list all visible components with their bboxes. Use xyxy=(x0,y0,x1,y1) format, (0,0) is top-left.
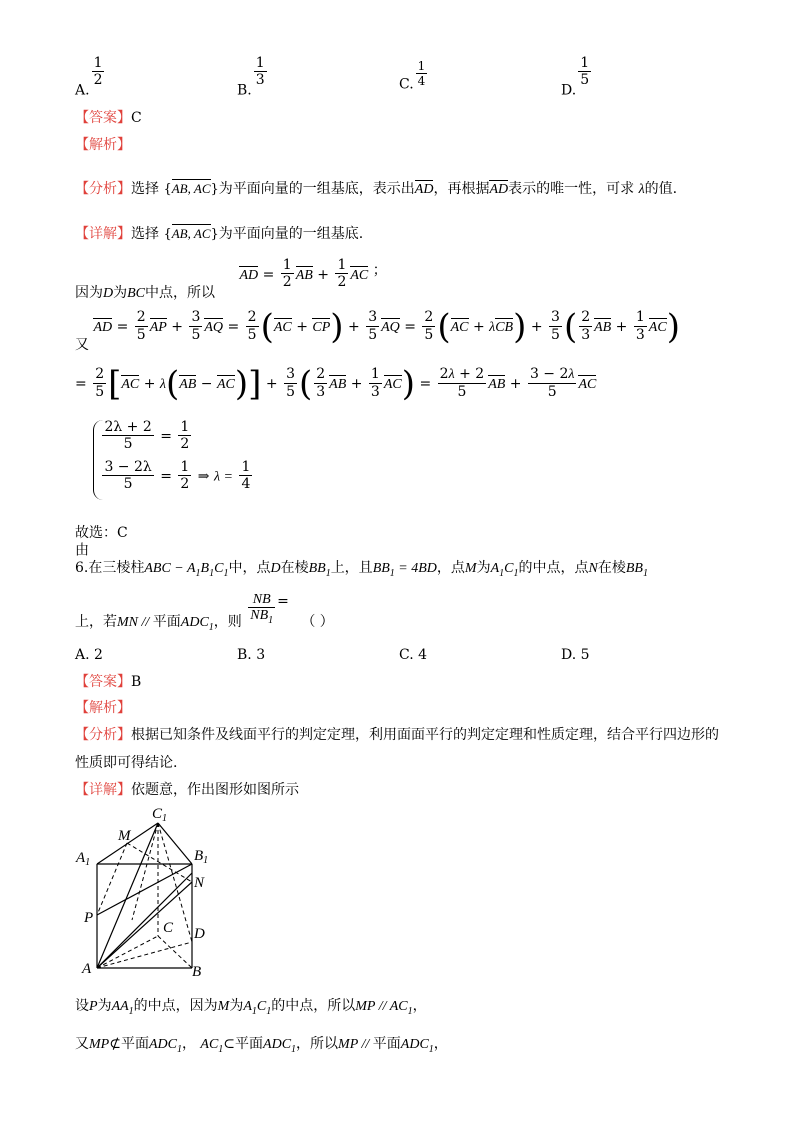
xiangjie-label: 【详解】 xyxy=(75,782,131,798)
text: 因为 xyxy=(75,284,103,301)
vector-equation-line-1: 又 AD = $\frac{2}{5}$ AP + $\frac{3}{5}$ AQ = $\frac{2}{5}$ (AC + CP) + $\frac{3}{5}$ AQ = $\frac{2}{5}$ (AC + λCB) + $\frac{3}{5}$ ( $\frac{2}{3}$ AB + $\frac{1}{3}$ AC) xyxy=(75,307,680,353)
fenxi-label: 【分析】 xyxy=(75,181,131,197)
option-d xyxy=(561,56,593,98)
analysis-line xyxy=(75,178,677,198)
lambda-symbol: λ xyxy=(638,182,645,197)
text: 平面 xyxy=(120,1036,149,1052)
label-c: C xyxy=(163,920,174,936)
option-b: B. 3 xyxy=(237,647,266,663)
detail-line xyxy=(75,223,363,243)
edge-c1-b1 xyxy=(158,823,192,864)
vector-ad: AD xyxy=(414,182,434,197)
q6-proof-line-2: 又MP⊄平面$ADC_1$， $AC_1\subset$平面$ADC_1$，所以MP // 平面$ADC_1$， xyxy=(75,1036,448,1055)
choose-line: 故选：C xyxy=(75,525,128,541)
text: 选择 xyxy=(131,226,159,242)
subset-symbol: ⊂ xyxy=(223,1036,236,1052)
option-letter: C. xyxy=(399,76,414,93)
text: 的中点，所以 xyxy=(271,998,356,1014)
detail-line xyxy=(75,779,299,799)
text: 根据已知条件及线面平行的判定定理，利用面面平行的判定定理和性质定理，结合平行四边形的 xyxy=(131,727,719,743)
label-b1: $B_1$ xyxy=(194,848,209,866)
xiangjie-label: 【详解】 xyxy=(75,226,131,242)
segment-bc: BC xyxy=(127,285,146,301)
text: = xyxy=(75,376,87,392)
question-6-line-2: 上，若MN // 平面$ADC_1$，则 $\frac{NB}{NB_1}$ = （ ） xyxy=(75,592,334,633)
label-n: N xyxy=(194,875,205,891)
text: 为 xyxy=(113,284,128,301)
option-b xyxy=(237,56,269,98)
text: ，所以 xyxy=(296,1036,339,1052)
implies-arrow: ⇒ xyxy=(197,468,210,485)
answer-line xyxy=(75,107,142,127)
vector-equation-line-2: = $\frac{2}{5}$ [AC + λ(AB − AC)] + $\frac{3}{5}$ ( $\frac{2}{3}$ AB + $\frac{1}{3}$ AC) = $\frac{2\lambda + 2}{5}$ AB + $\frac{3 - 2\lambda}{5}$ AC xyxy=(75,364,597,404)
text: 为平面向量的一组基底. xyxy=(218,226,364,242)
ratio-fraction: $\frac{NB}{NB_1}$ xyxy=(250,592,274,627)
text: 为平面向量的一组基底，表示出 xyxy=(218,181,415,197)
text: 上，若 xyxy=(75,613,117,630)
text: 又 xyxy=(75,337,89,353)
option-c: C. 4 xyxy=(399,647,428,663)
vector-ad: AD xyxy=(489,182,509,197)
option-fraction: $\frac{1}{3}$ xyxy=(255,55,265,89)
analysis-line-2: 性质即可得结论. xyxy=(75,755,178,771)
point-d: D xyxy=(103,285,114,301)
point-p: P xyxy=(89,999,98,1014)
edge-c-b xyxy=(158,936,192,968)
text: 为 xyxy=(476,560,491,576)
basis-set: {AB, AC} xyxy=(163,181,219,197)
text: 又 xyxy=(75,1036,89,1052)
analysis-label: 【解析】 xyxy=(75,700,131,716)
analysis-label: 【解析】 xyxy=(75,137,131,153)
answer-line xyxy=(75,671,141,691)
text: 设 xyxy=(75,998,89,1014)
option-c xyxy=(399,60,429,92)
text: 平面 xyxy=(235,1036,264,1052)
fenxi-label: 【分析】 xyxy=(75,727,131,743)
label-b: B xyxy=(192,964,202,980)
q6-proof-line-1: 设P为$AA_1$的中点，因为M为$A_1C_1$的中点，所以MP // $AC_1$， xyxy=(75,998,427,1017)
label-p: P xyxy=(84,910,94,926)
text: ； xyxy=(372,262,387,279)
equation-system: 由 $\frac{2\lambda + 2}{5}$ = $\frac{1}{2}$ $\frac{3 - 2\lambda}{5}$ = $\frac{1}{2}$ ⇒ λ = $\frac{1}{4}$ xyxy=(75,420,254,560)
not-subset-symbol: ⊄ xyxy=(109,1036,121,1052)
text: ， xyxy=(412,998,427,1014)
option-fraction: $\frac{1}{5}$ xyxy=(580,55,590,89)
text: 选择 xyxy=(131,181,159,197)
text: ，点 xyxy=(436,560,465,576)
label-a1: $A_1$ xyxy=(76,850,91,868)
text: 的值. xyxy=(644,181,678,197)
text: 上，且 xyxy=(330,560,373,576)
text: 在三棱柱 xyxy=(88,560,145,576)
option-letter: B. xyxy=(237,82,252,99)
segment-m-n xyxy=(127,843,192,882)
text: 的中点，点 xyxy=(518,560,589,576)
text: ，则 xyxy=(213,613,242,630)
text: = xyxy=(277,593,289,610)
parallel-relation: MN // xyxy=(117,614,153,630)
option-fraction: $\frac{1}{4}$ xyxy=(417,59,426,89)
option-letter: A. xyxy=(75,82,90,99)
question-number: 6. xyxy=(75,560,89,576)
question-6-line-1: 6.在三棱柱ABC − $A_1B_1C_1$中，点D在棱$BB_1$上，且$BB_1 = 4BD$，点M为$A_1C_1$的中点，点N在棱$BB_1$ xyxy=(75,560,648,579)
text: 平面 xyxy=(152,613,181,630)
text: 在棱 xyxy=(280,560,309,576)
point-d: D xyxy=(270,561,281,576)
text: 为 xyxy=(229,998,244,1014)
option-letter: D. xyxy=(561,82,577,99)
label-a: A xyxy=(82,961,92,977)
text: 的中点，因为 xyxy=(133,998,218,1014)
basis-set: {AB, AC} xyxy=(163,226,219,242)
option-a xyxy=(75,56,106,98)
text: 表示的唯一性，可求 xyxy=(508,181,635,197)
text: ， xyxy=(181,1036,196,1052)
text: 在棱 xyxy=(597,560,626,576)
text: 依题意，作出图形如图所示 xyxy=(131,782,299,798)
because-line xyxy=(75,258,387,302)
text: 中，点 xyxy=(228,560,271,576)
text: ， xyxy=(433,1036,448,1052)
point-m: M xyxy=(464,561,477,576)
text: ，再根据 xyxy=(433,181,490,197)
point-n: N xyxy=(588,561,598,576)
text: 为 xyxy=(97,998,112,1014)
text: 中点，所以 xyxy=(145,284,216,301)
label-d: D xyxy=(194,926,205,942)
text: 由 xyxy=(75,542,89,559)
label-m: M xyxy=(118,828,131,844)
segment-a-b1-inner xyxy=(97,873,192,968)
option-d: D. 5 xyxy=(561,647,590,663)
midpoint-formula: AD = $\frac{1}{2}$ AB + $\frac{1}{2}$ AC xyxy=(239,257,369,291)
answer-paren: （ ） xyxy=(301,613,334,630)
answer-value: C xyxy=(131,110,142,126)
point-m: M xyxy=(217,999,230,1014)
analysis-line-1 xyxy=(75,724,719,744)
prism-figure xyxy=(70,800,220,985)
answer-label: 【答案】 xyxy=(75,110,131,126)
answer-label: 【答案】 xyxy=(75,674,131,690)
option-fraction: $\frac{1}{2}$ xyxy=(93,55,103,89)
segment-a-c1 xyxy=(97,823,158,968)
option-a: A. 2 xyxy=(75,647,103,663)
text: 平面 xyxy=(372,1036,401,1052)
label-c1: $C_1$ xyxy=(152,806,168,824)
segment-mp: MP xyxy=(89,1037,110,1052)
answer-value: B xyxy=(131,674,142,690)
parallel-relation: MP // xyxy=(338,1037,373,1052)
